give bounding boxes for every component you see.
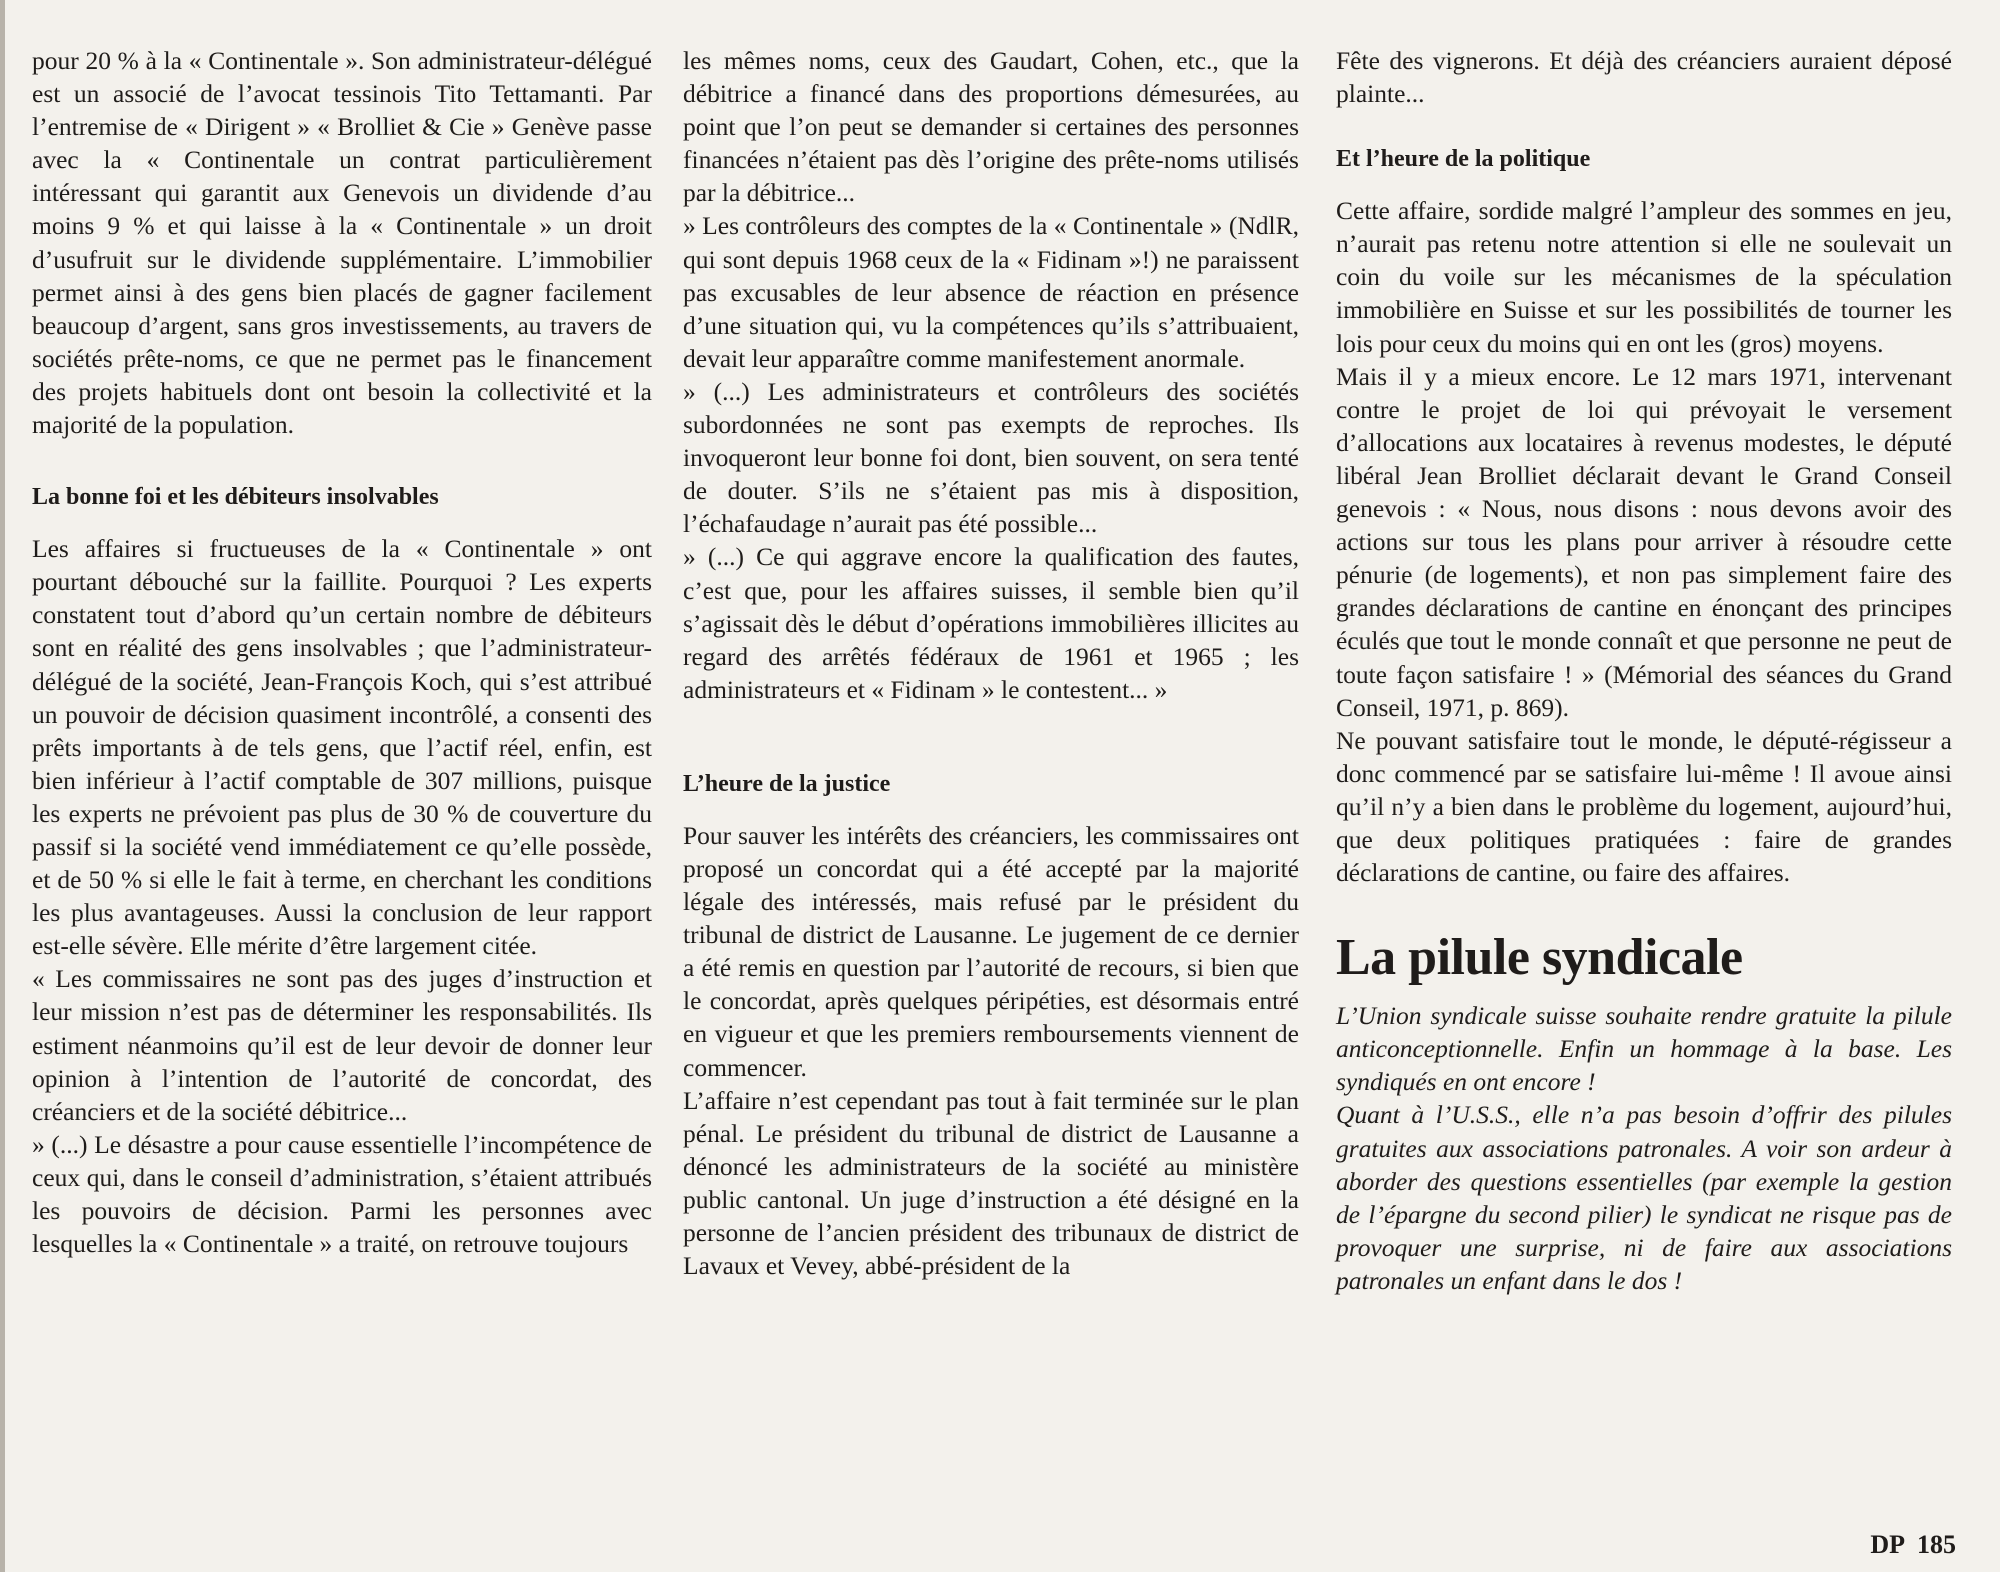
- paragraph: Mais il y a mieux encore. Le 12 mars 1971, intervenant contre le projet de loi qui prévoyait le versement d’allocations aux locataires à revenus modestes, le député libéral Jean Brolliet déclarait devant le Grand Conseil genevois : « Nous, nous disons : nous devons avoir des actions sur tous les plans pour arriver à résoudre cette pénurie (de logements), et non pas simplement faire des grandes déclarations de cantine en énonçant des principes éculés que tout le monde connaît et que personne ne peut de toute façon satisfaire ! » (Mémorial des séances du Grand Conseil, 1971, p. 869).: [1336, 361, 1952, 722]
- paragraph: » (...) Le désastre a pour cause essentielle l’incompétence de ceux qui, dans le conseil d’administration, s’étaient attribués les pouvoirs de décision. Parmi les personnes avec lesquelles la « Continentale » a traité, on retrouve toujours: [32, 1129, 652, 1259]
- section-heading: Et l’heure de la politique: [1336, 146, 1591, 173]
- paragraph: Ne pouvant satisfaire tout le monde, le député-régisseur a donc commencé par se satisfaire lui-même ! Il avoue ainsi qu’il n’y a bien dans le problème du logement, aujourd’hui, que deux politiques pratiquées : faire de grandes déclarations de cantine, ou faire des affaires.: [1336, 725, 1952, 888]
- article-headline: La pilule syndicale: [1336, 929, 1743, 987]
- paragraph: Cette affaire, sordide malgré l’ampleur des sommes en jeu, n’aurait pas retenu notre attention si elle ne soulevait un coin du voile sur les mécanismes de la spéculation immobilière en Suisse et sur les possibilités de tourner les lois pour ceux du moins qui en ont les (gros) moyens.: [1336, 196, 1952, 358]
- paragraph: L’affaire n’est cependant pas tout à fait terminée sur le plan pénal. Le président du tribunal de district de Lausanne a dénoncé les administrateurs de la société au ministère public cantonal. Un juge d’instruction a été désigné en la personne de l’ancien président des tribunaux de district de Lavaux et Vevey, abbé-président de la: [683, 1085, 1299, 1281]
- section-heading: L’heure de la justice: [683, 770, 891, 797]
- paragraph: Les affaires si fructueuses de la « Continentale » ont pourtant débouché sur la faillite. Pourquoi ? Les experts constatent tout d’abord qu’un certain nombre de débiteurs sont en réalité des gens insolvables ; que l’administrateur-délégué de la société, Jean-François Koch, qui s’est attribué un pouvoir de décision quasiment incontrôlé, a consenti des prêts importants à de tels gens, que l’actif réel, enfin, est bien inférieur à l’actif comptable de 307 millions, puisque les experts ne prévoient pas plus de 30 % de couverture du passif si la société vend immédiatement ce qu’elle possède, et de 50 % si elle le fait à terme, en cherchant les conditions les plus avantageuses. Aussi la conclusion de leur rapport est-elle sévère. Elle mérite d’être largement citée.: [32, 534, 652, 961]
- page-number: 185: [1917, 1530, 1956, 1559]
- lead-paragraph: L’Union syndicale suisse souhaite rendre gratuite la pilule anticonceptionnelle. Enfin un hommage à la base. Les syndiqués en ont encore !: [1336, 1001, 1952, 1097]
- paragraph: Pour sauver les intérêts des créanciers, les commissaires ont proposé un concordat qui a été accepté par la majorité légale des intéressés, mais refusé par le président du tribunal de district de Lausanne. Le jugement de ce dernier a été remis en question par l’autorité de recours, si bien que le concordat, après quelques péripéties, est désormais entré en vigueur et que les premiers remboursements viennent de commencer.: [683, 820, 1299, 1082]
- paragraph: » (...) Ce qui aggrave encore la qualification des fautes, c’est que, pour les affaires suisses, il semble bien qu’il s’agissait dès le début d’opérations immobilières illicites au regard des arrêtés fédéraux de 1961 et 1965 ; les administrateurs et « Fidinam » le contestent... »: [683, 542, 1299, 704]
- page-edge: [0, 0, 5, 1572]
- page-footer: [1870, 1530, 1956, 1560]
- column-2: [683, 44, 1299, 1282]
- publication-name: DP: [1870, 1530, 1905, 1559]
- section-heading: La bonne foi et les débiteurs insolvables: [32, 484, 439, 511]
- paragraph: pour 20 % à la « Continentale ». Son administrateur-délégué est un associé de l’avocat tessinois Tito Tettamanti. Par l’entremise de « Dirigent » « Brolliet & Cie » Genève passe avec la « Continentale un contrat particulièrement intéressant qui garantit aux Genevois un dividende d’au moins 9 % et qui laisse à la « Continentale » un droit d’usufruit sur le dividende supplémentaire. L’immobilier permet ainsi à des gens bien placés de gagner facilement beaucoup d’argent, sans gros investissements, au travers de sociétés prête-noms, ce que ne permet pas le financement des projets habituels dont ont besoin la collectivité et la majorité de la population.: [32, 46, 652, 440]
- paragraph: » Les contrôleurs des comptes de la « Continentale » (NdlR, qui sont depuis 1968 ceux de la « Fidinam »!) ne paraissent pas excusables de leur absence de réaction en présence d’une situation qui, vu la compétences qu’ils s’attribuaient, devait leur apparaître comme manifestement anormale.: [683, 211, 1299, 373]
- column-3: [1336, 44, 1952, 1297]
- paragraph: les mêmes noms, ceux des Gaudart, Cohen, etc., que la débitrice a financé dans des proportions démesurées, au point que l’on peut se demander si certaines des personnes financées n’étaient pas dès l’origine des prête-noms utilisés par la débitrice...: [683, 46, 1299, 208]
- paragraph: « Les commissaires ne sont pas des juges d’instruction et leur mission n’est pas de déterminer les responsabilités. Ils estiment néanmoins qu’il est de leur devoir de donner leur opinion à l’intention de l’autorité de concordat, des créanciers et de la société débitrice...: [32, 964, 652, 1126]
- paragraph: Fête des vignerons. Et déjà des créanciers auraient déposé plainte...: [1336, 46, 1952, 109]
- column-1: [32, 44, 652, 1260]
- paragraph: » (...) Les administrateurs et contrôleurs des sociétés subordonnées ne sont pas exempts de reproches. Ils invoqueront leur bonne foi dont, bien souvent, on sera tenté de douter. S’ils ne s’étaient pas mis à disposition, l’échafaudage n’aurait pas été possible...: [683, 376, 1299, 539]
- lead-paragraph: Quant à l’U.S.S., elle n’a pas besoin d’offrir des pilules gratuites aux associations patronales. A voir son ardeur à aborder des questions essentielles (par exemple la gestion de l’épargne du second pilier) le syndicat ne risque pas de provoquer une surprise, ni de faire aux associations patronales un enfant dans le dos !: [1336, 1100, 1952, 1295]
